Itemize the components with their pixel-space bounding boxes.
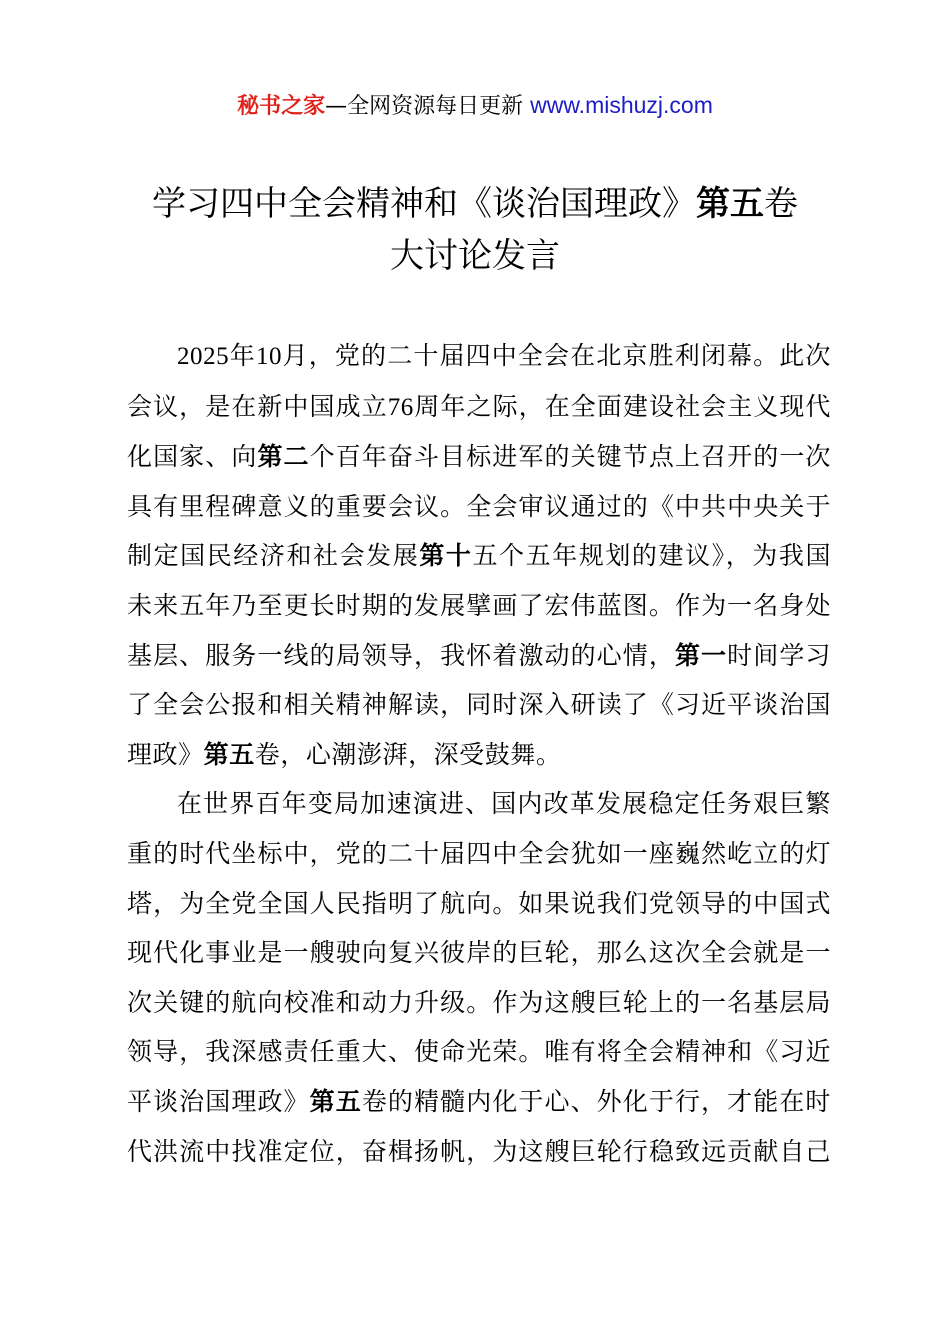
site-brand: 秘书之家 <box>237 94 326 119</box>
paragraph-2 <box>127 779 831 1176</box>
line-text: 月，党的二十届四中全会在北京胜利闭幕。此次 <box>282 341 831 370</box>
document-body <box>127 331 831 1176</box>
number-text: 76 <box>387 393 414 421</box>
text-line <box>127 730 831 780</box>
line-text: 化国家、向 <box>127 442 258 472</box>
text-line <box>127 631 831 681</box>
number-text: 2025 <box>177 343 230 370</box>
text-line: 未来五年乃至更长时期的发展擘画了宏伟蓝图。作为一名身处 <box>127 590 831 620</box>
text-line: 次关键的航向校准和动力升级。作为这艘巨轮上的一名基层局 <box>127 987 831 1017</box>
bold-text: 第十 <box>419 541 473 571</box>
text-line <box>127 1077 831 1127</box>
line-text: 会议，是在新中国成立 <box>127 391 388 421</box>
number-text: 10 <box>255 343 283 370</box>
title-text: 学习四中全会精神和《谈治国理政》 <box>152 184 696 224</box>
line-text: 时间学习 <box>727 640 831 670</box>
text-line: 在世界百年变局加速演进、国内改革发展稳定任务艰巨繁 <box>177 789 831 819</box>
document-title <box>0 178 950 282</box>
line-text: 年 <box>229 341 256 370</box>
text-line: 具有里程碑意义的重要会议。全会审议通过的《中共中央关于 <box>127 491 831 521</box>
line-text: 个百年奋斗目标进军的关键节点上召开的一次 <box>309 442 831 472</box>
text-line <box>127 331 831 382</box>
text-line: 重的时代坐标中，党的二十届四中全会犹如一座巍然屹立的灯 <box>127 838 831 868</box>
line-text: 平谈治国理政》 <box>127 1086 310 1116</box>
site-tagline: —全网资源每日更新 <box>325 94 531 119</box>
text-line: 了全会公报和相关精神解读，同时深入研读了《习近平谈治国 <box>127 690 831 720</box>
title-text: 卷 <box>764 184 798 224</box>
line-text: 基层、服务一线的局领导，我怀着激动的心情， <box>127 640 675 670</box>
line-text: 卷的精髓内化于心、外化于行，才能在时 <box>361 1086 831 1116</box>
bold-text: 第五 <box>309 1086 362 1116</box>
line-text: 周年之际，在全面建设社会主义现代 <box>413 391 831 421</box>
bold-text: 第二 <box>257 442 310 472</box>
text-line <box>127 531 831 581</box>
text-line: 现代化事业是一艘驶向复兴彼岸的巨轮，那么这次全会就是一 <box>127 938 831 968</box>
line-text: 卷，心潮澎湃，深受鼓舞。 <box>254 739 562 769</box>
paragraph-1 <box>127 331 831 779</box>
text-line: 塔，为全党全国人民指明了航向。如果说我们党领导的中国式 <box>127 888 831 918</box>
text-line <box>127 432 831 482</box>
title-line-1 <box>0 178 950 230</box>
site-url[interactable]: www.mishuzj.com <box>530 92 713 118</box>
text-line: 领导，我深感责任重大、使命光荣。唯有将全会精神和《习近 <box>127 1037 831 1067</box>
title-bold-text: 第五 <box>696 184 764 224</box>
line-text: 五个五年规划的建议》，为我国 <box>472 541 831 571</box>
bold-text: 第五 <box>203 739 255 769</box>
title-line-2: 大讨论发言 <box>390 236 560 276</box>
line-text: 制定国民经济和社会发展 <box>127 541 420 571</box>
bold-text: 第一 <box>674 640 728 670</box>
text-line: 代洪流中找准定位，奋楫扬帆，为这艘巨轮行稳致远贡献自己 <box>127 1136 831 1166</box>
site-header <box>0 88 950 124</box>
line-text: 理政》 <box>127 739 204 769</box>
text-line <box>127 382 831 433</box>
